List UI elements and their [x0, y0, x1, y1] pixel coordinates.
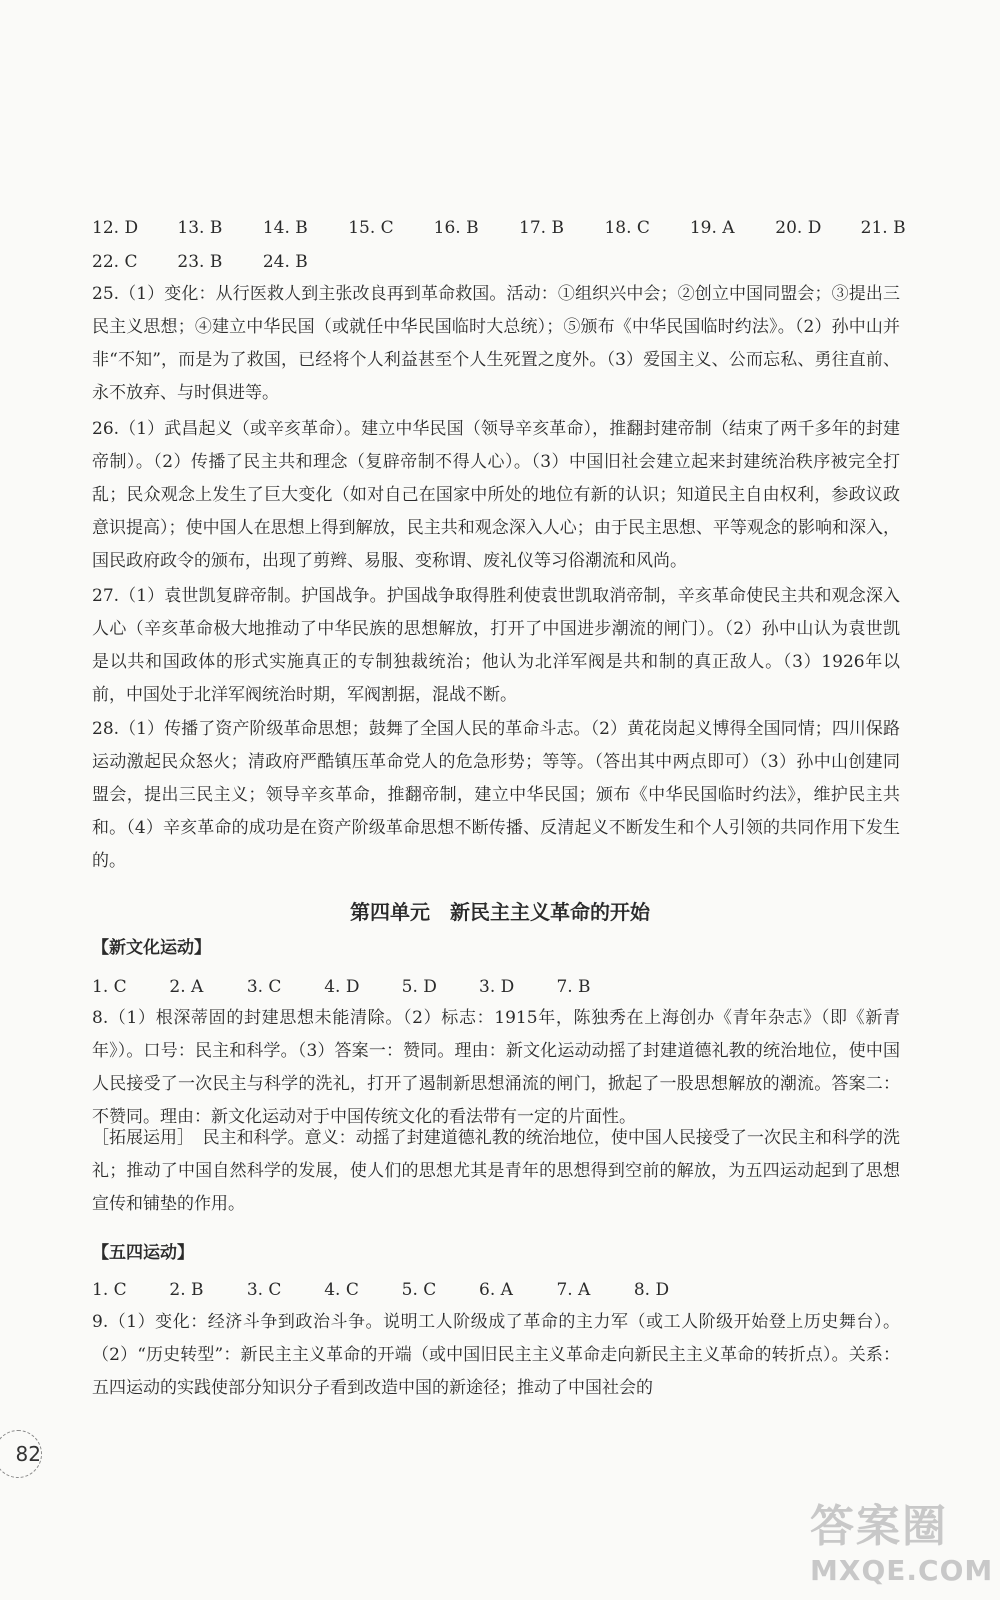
- answer-25: 25.（1）变化：从行医救人到主张改良再到革命救国。活动：①组织兴中会；②创立中国同盟会；③提出三民主义思想；④建立中华民国（或就任中华民国临时大总统）；⑤颁布《中华民国临时约法》。（2）孙中山并非“不知”，而是为了救国，已经将个人利益甚至个人生死置之度外。（3）爱国主义、公而忘私、勇往直前、永不放弃、与时俱进等。: [92, 284, 900, 403]
- answer-9: 9.（1）变化：经济斗争到政治斗争。说明工人阶级成了革命的主力军（或工人阶级开始登上历史舞台）。（2）“历史转型”：新民主主义革命的开端（或中国旧民主主义革命走向新民主主义革命的转折点）。关系：五四运动的实践使部分知识分子看到改造中国的新途径；推动了中国社会的: [92, 1312, 900, 1398]
- mc-answer: 6. A: [479, 1280, 513, 1300]
- watermark-logo: [810, 1500, 994, 1595]
- unit-title: 第四单元 新民主主义革命的开始: [350, 900, 650, 924]
- mc-answer: 16. B: [433, 218, 479, 238]
- mc-answer: 14. B: [262, 218, 308, 238]
- mc-answer: 8. D: [633, 1280, 670, 1300]
- watermark-bottom: MXQE.COM: [810, 1554, 994, 1587]
- mc-answers-row-2: [92, 252, 343, 272]
- mc-answer: 4. D: [324, 977, 360, 997]
- mc-answer: 12. D: [92, 218, 139, 238]
- mc-answer: 21. B: [860, 218, 906, 238]
- section-heading-new-culture: 【新文化运动】: [92, 938, 211, 958]
- answer-26: 26.（1）武昌起义（或辛亥革命）。建立中华民国（领导辛亥革命），推翻封建帝制（结束了两千多年的封建帝制）。（2）传播了民主共和理念（复辟帝制不得人心）。（3）中国旧社会建立起来封建统治秩序被完全打乱；民众观念上发生了巨大变化（如对自己在国家中所处的地位有新的认识；知道民主自由权利，参政议政意识提高）；使中国人在思想上得到解放，民主共和观念深入人心；由于民主思想、平等观念的影响和深入，国民政府政令的颁布，出现了剪辫、易服、变称谓、废礼仪等习俗潮流和风尚。: [92, 419, 900, 571]
- mc-answer: 3. D: [479, 977, 515, 997]
- mc-answer: 4. C: [324, 1280, 359, 1300]
- extend-application: ［拓展运用］ 民主和科学。意义：动摇了封建道德礼教的统治地位，使中国人民接受了一次民主和科学的洗礼；推动了中国自然科学的发展，使人们的思想尤其是青年的思想得到空前的解放，为五四运动起到了思想宣传和铺垫的作用。: [92, 1128, 900, 1214]
- mc-answer: 18. C: [604, 218, 650, 238]
- answer-27: 27.（1）袁世凯复辟帝制。护国战争。护国战争取得胜利使袁世凯取消帝制，辛亥革命使民主共和观念深入人心（辛亥革命极大地推动了中华民族的思想解放，打开了中国进步潮流的闸门）。（2）孙中山认为袁世凯是以共和国政体的形式实施真正的专制独裁统治；他认为北洋军阀是共和制的真正敌人。（3）1926年以前，中国处于北洋军阀统治时期，军阀割据，混战不断。: [92, 586, 900, 705]
- mc-answer: 7. A: [556, 1280, 591, 1300]
- mc-answer: 2. B: [169, 1280, 204, 1300]
- mc-answer: 3. C: [246, 1280, 282, 1300]
- section-heading-may-fourth: 【五四运动】: [92, 1243, 194, 1263]
- mc-answers-row-1: [92, 218, 921, 238]
- mc-answer: 17. B: [519, 218, 564, 238]
- mc-answer: 1. C: [92, 977, 127, 997]
- mc-answer: 5. D: [401, 977, 437, 997]
- mc-answer: 7. B: [556, 977, 591, 997]
- mc-answer: 23. B: [177, 252, 223, 272]
- mc-answers-may-fourth: [92, 1280, 706, 1300]
- answer-8: 8.（1）根深蒂固的封建思想未能清除。（2）标志：1915年，陈独秀在上海创办《青年杂志》（即《新青年》）。口号：民主和科学。（3）答案一：赞同。理由：新文化运动动摇了封建道德礼教的统治地位，使中国人民接受了一次民主与科学的洗礼，打开了遏制新思想涌流的闸门，掀起了一股思想解放的潮流。答案二：不赞同。理由：新文化运动对于中国传统文化的看法带有一定的片面性。: [92, 1008, 900, 1127]
- mc-answers-new-culture: [92, 977, 628, 997]
- mc-answer: 13. B: [177, 218, 223, 238]
- mc-answer: 2. A: [169, 977, 204, 997]
- mc-answer: 24. B: [262, 252, 308, 272]
- watermark-top: 答案圈: [810, 1501, 948, 1552]
- mc-answer: 5. C: [401, 1280, 437, 1300]
- mc-answer: 19. A: [689, 218, 735, 238]
- page-number: 82: [0, 1430, 42, 1478]
- mc-answer: 15. C: [348, 218, 394, 238]
- mc-answer: 3. C: [246, 977, 282, 997]
- mc-answer: 20. D: [775, 218, 822, 238]
- answer-28: 28.（1）传播了资产阶级革命思想；鼓舞了全国人民的革命斗志。（2）黄花岗起义博得全国同情；四川保路运动激起民众怒火；清政府严酷镇压革命党人的危急形势；等等。（答出其中两点即可）（3）孙中山创建同盟会，提出三民主义；领导辛亥革命，推翻帝制，建立中华民国；颁布《中华民国临时约法》，维护民主共和。（4）辛亥革命的成功是在资产阶级革命思想不断传播、反清起义不断发生和个人引领的共同作用下发生的。: [92, 719, 900, 871]
- mc-answer: 22. C: [92, 252, 138, 272]
- mc-answer: 1. C: [92, 1280, 127, 1300]
